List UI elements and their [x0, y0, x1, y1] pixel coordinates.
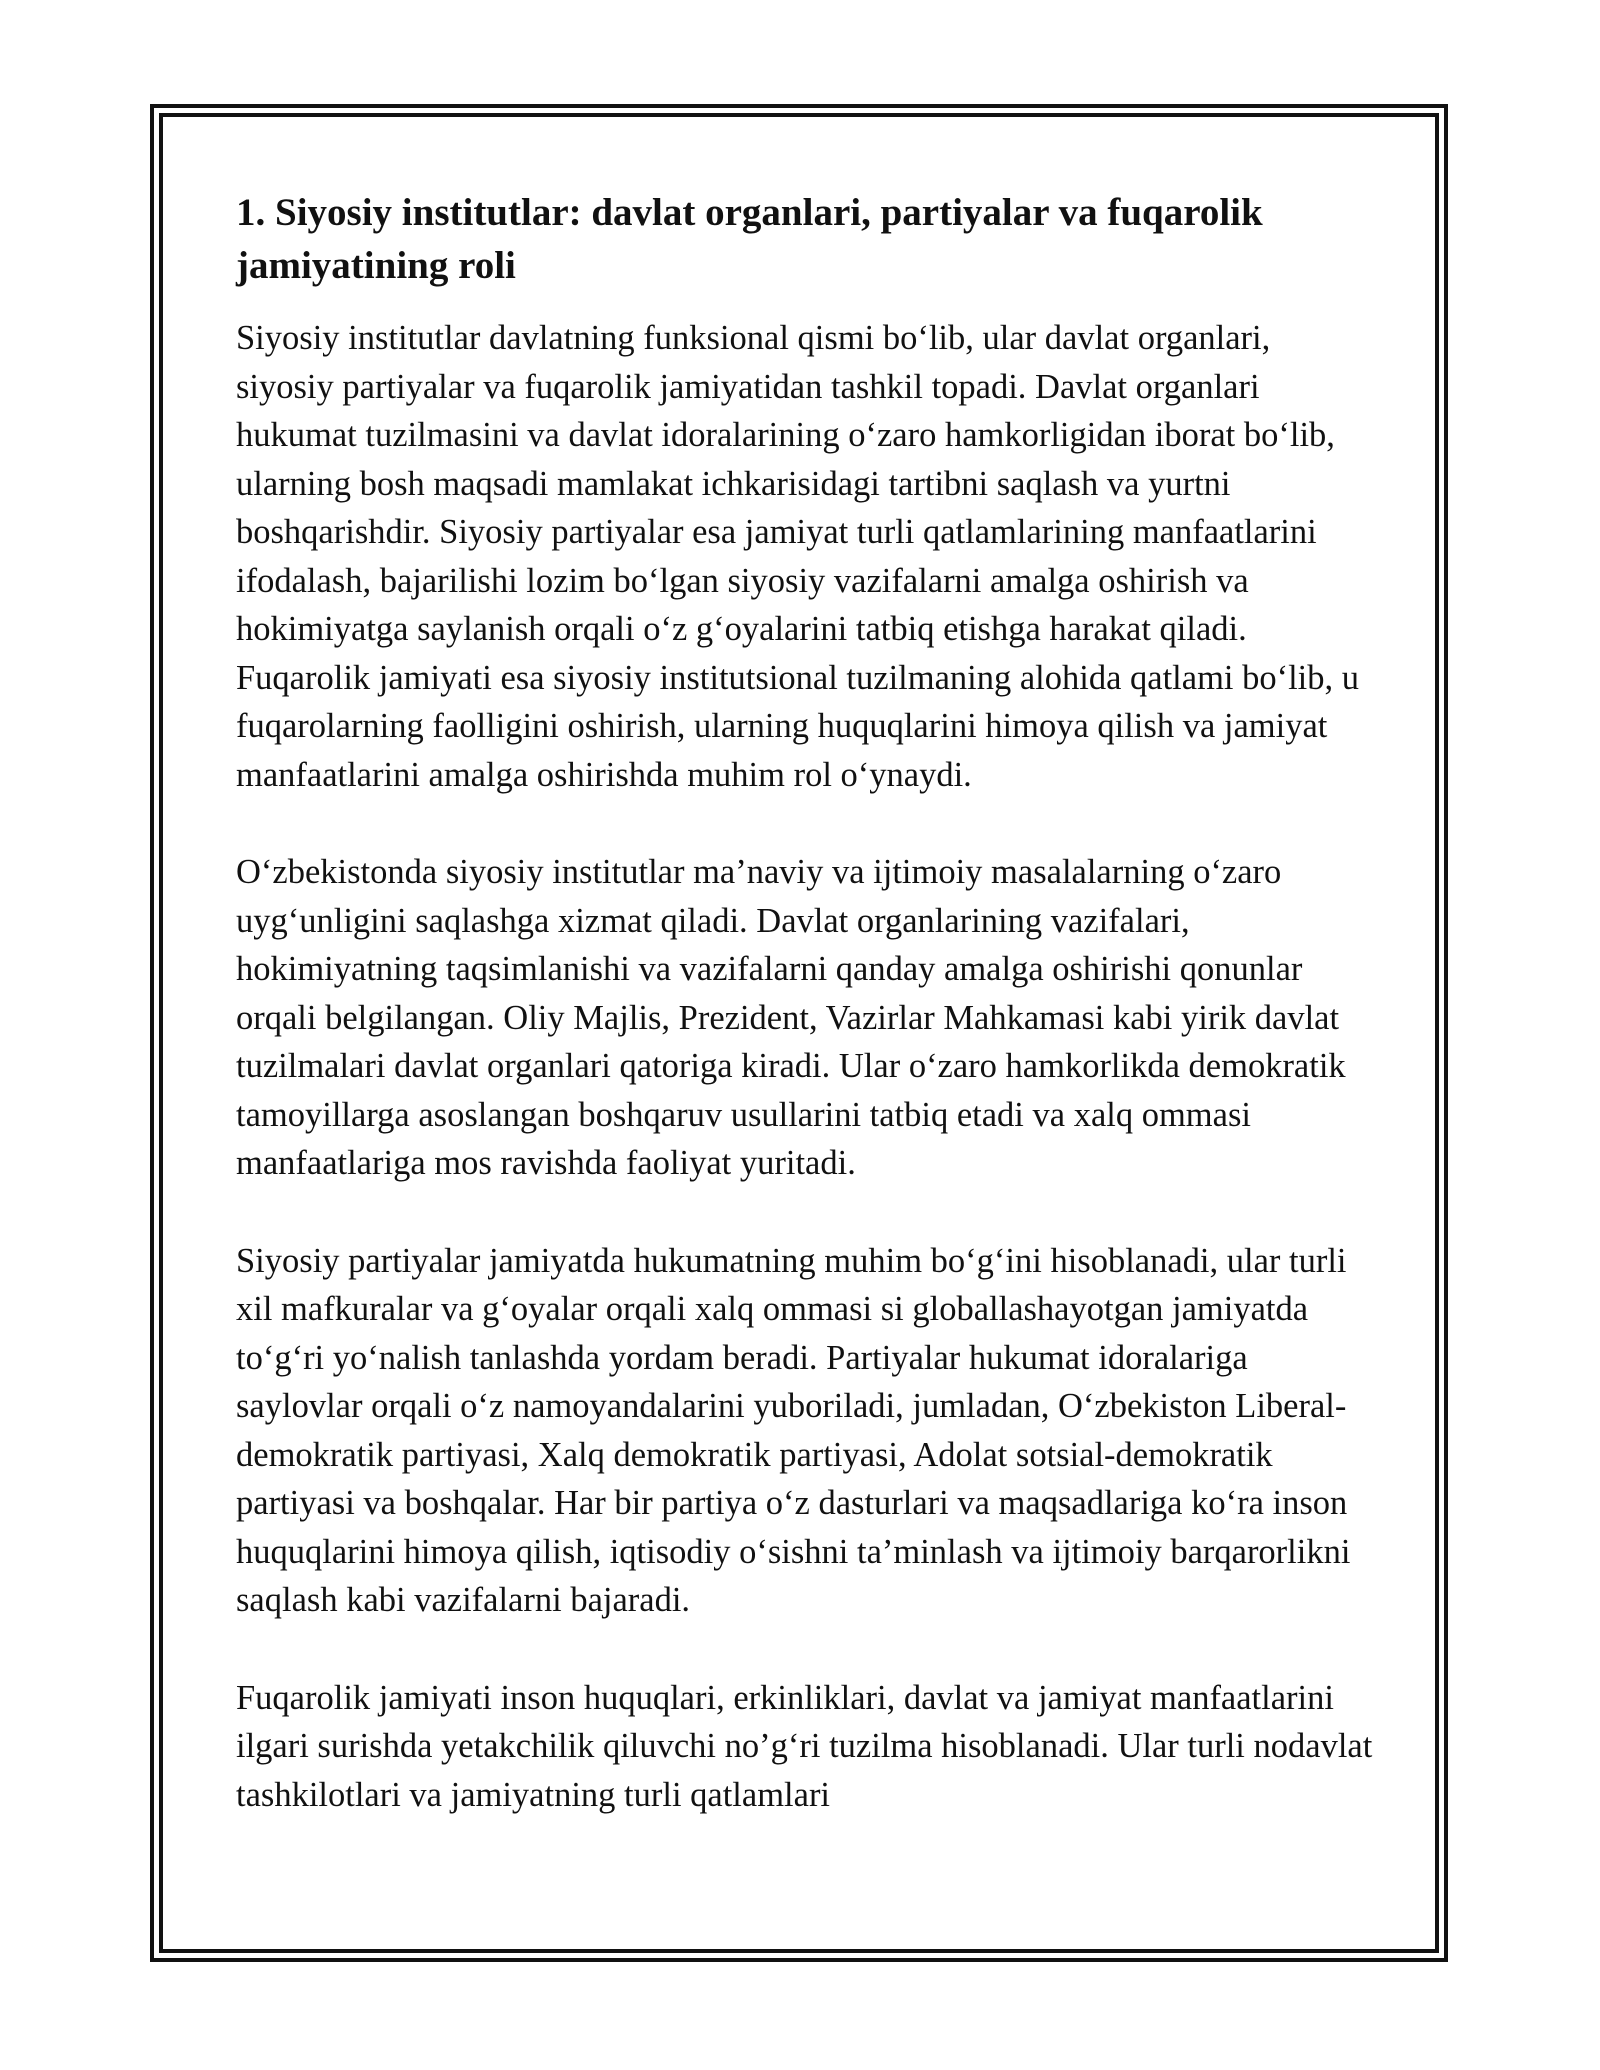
paragraph-4: Fuqarolik jamiyati inson huquqlari, erkinliklari, davlat va jamiyat manfaatlarini ilgari surishda yetakchilik qiluvchi no’g‘ri tuzilma hisoblanadi. Ular turli nodavlat tashkilotlari va jamiyatning turli qatlamlari [236, 1678, 1373, 1814]
document-body [236, 186, 1376, 1819]
paragraph-2: O‘zbekistonda siyosiy institutlar ma’naviy va ijtimoiy masalalarning o‘zaro uyg‘unligini saqlashga xizmat qiladi. Davlat organlarining vazifalari, hokimiyatning taqsimlanishi va vazifalarni qanday amalga oshirishi qonunlar orqali belgilangan. Oliy Majlis, Prezident, Vazirlar Mahkamasi kabi yirik davlat tuzilmalari davlat organlari qatoriga kiradi. Ular o‘zaro hamkorlikda demokratik tamoyillarga asoslangan boshqaruv usullarini tatbiq etadi va xalq ommasi manfaatlariga mos ravishda faoliyat yuritadi. [236, 853, 1346, 1182]
paragraph-1: Siyosiy institutlar davlatning funksional qismi bo‘lib, ular davlat organlari, siyosiy partiyalar va fuqarolik jamiyatidan tashkil topadi. Davlat organlari hukumat tuzilmasini va davlat idoralarining o‘zaro hamkorligidan iborat bo‘lib, ularning bosh maqsadi mamlakat ichkarisidagi tartibni saqlash va yurtni boshqarishdir. Siyosiy partiyalar esa jamiyat turli qatlamlarining manfaatlarini ifodalash, bajarilishi lozim bo‘lgan siyosiy vazifalarni amalga oshirish va hokimiyatga saylanish orqali o‘z g‘oyalarini tatbiq etishga harakat qiladi. Fuqarolik jamiyati esa siyosiy institutsional tuzilmaning alohida qatlami bo‘lib, u fuqarolarning faolligini oshirish, ularning huquqlarini himoya qilish va jamiyat manfaatlarini amalga oshirishda muhim rol o‘ynaydi. [236, 319, 1360, 794]
section-heading: 1. Siyosiy institutlar: davlat organlari, partiyalar va fuqarolik jamiyatining roli [236, 191, 1263, 287]
paragraph-3: Siyosiy partiyalar jamiyatda hukumatning muhim bo‘g‘ini hisoblanadi, ular turli xil mafkuralar va g‘oyalar orqali xalq ommasi si globallashayotgan jamiyatda to‘g‘ri yo‘nalish tanlashda yordam beradi. Partiyalar hukumat idoralariga saylovlar orqali o‘z namoyandalarini yuboriladi, jumladan, O‘zbekiston Liberal-demokratik partiyasi, Xalq demokratik partiyasi, Adolat sotsial-demokratik partiyasi va boshqalar. Har bir partiya o‘z dasturlari va maqsadlariga ko‘ra inson huquqlarini himoya qilish, iqtisodiy o‘sishni ta’minlash va ijtimoiy barqarorlikni saqlash kabi vazifalarni bajaradi. [236, 1241, 1351, 1619]
